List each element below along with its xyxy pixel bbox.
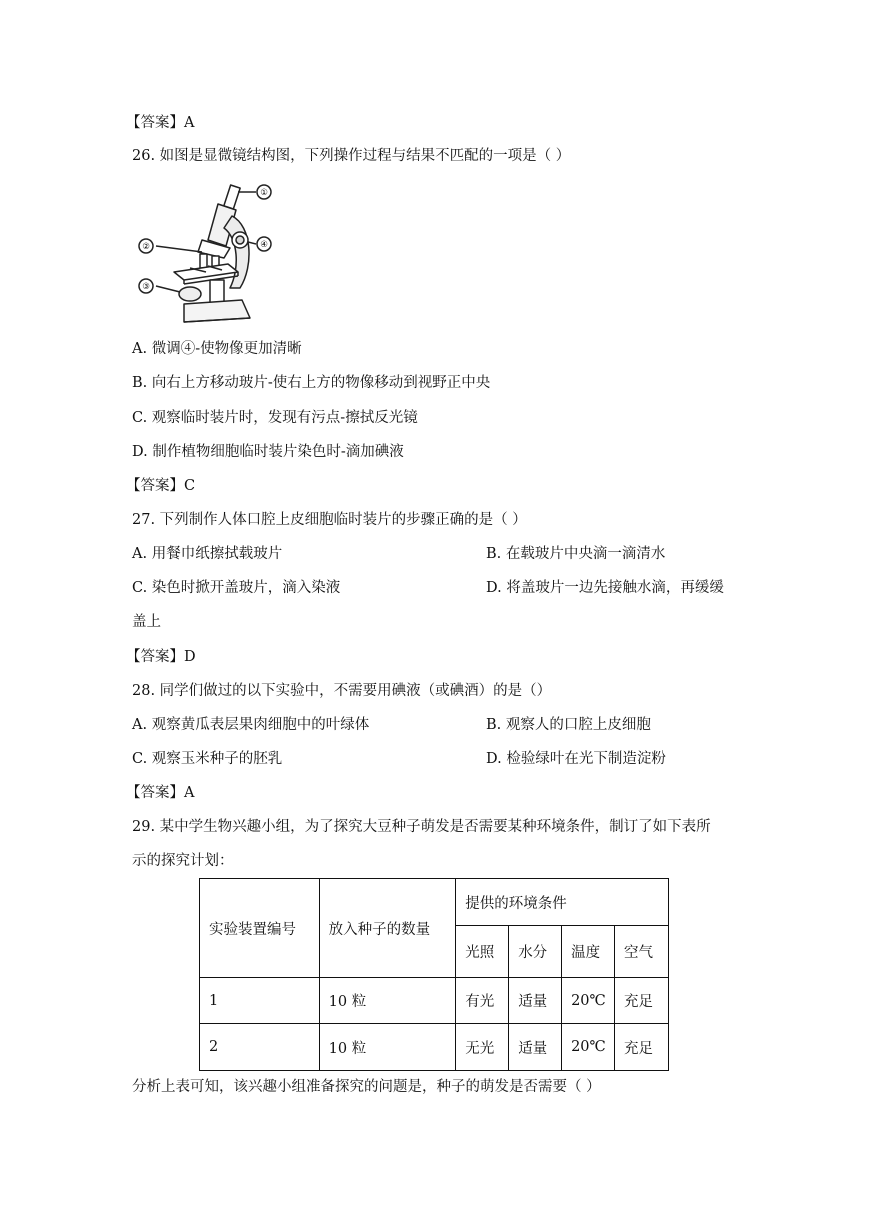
header-water: 水分 <box>509 926 562 978</box>
q26-option-c: C. 观察临时装片时，发现有污点-擦拭反光镜 <box>132 410 418 426</box>
question-29-prompt: 分析上表可知，该兴趣小组准备探究的问题是，种子的萌发是否需要（ ） <box>132 1079 601 1095</box>
answer-28: 【答案】A <box>126 785 195 801</box>
q27-option-a: A. 用餐巾纸擦拭载玻片 <box>132 546 283 562</box>
q26-option-a: A. 微调④-使物像更加清晰 <box>132 341 302 357</box>
table-row <box>200 978 669 1024</box>
cell: 有光 <box>456 978 509 1024</box>
q28-option-c: C. 观察玉米种子的胚乳 <box>132 751 283 767</box>
header-air: 空气 <box>615 926 669 978</box>
microscope-figure <box>132 176 292 328</box>
header-seed-count: 放入种子的数量 <box>319 879 456 978</box>
cell: 2 <box>200 1024 320 1071</box>
question-29-stem: 29. 某中学生物兴趣小组，为了探究大豆种子萌发是否需要某种环境条件，制订了如下表所 <box>132 819 711 835</box>
header-temperature: 温度 <box>562 926 615 978</box>
question-28-stem: 28. 同学们做过的以下实验中，不需要用碘液（或碘酒）的是（） <box>132 683 552 699</box>
label-4: ④ <box>260 240 268 250</box>
cell: 10 粒 <box>319 1024 456 1071</box>
q27-option-b: B. 在载玻片中央滴一滴清水 <box>486 546 666 562</box>
question-29-stem-cont: 示的探究计划： <box>132 853 234 869</box>
experiment-table <box>199 878 669 1071</box>
cell: 充足 <box>615 978 669 1024</box>
q28-option-b: B. 观察人的口腔上皮细胞 <box>486 717 651 733</box>
answer-26: 【答案】C <box>126 478 196 494</box>
q26-option-d: D. 制作植物细胞临时装片染色时-滴加碘液 <box>132 444 404 460</box>
cell: 20℃ <box>562 1024 615 1071</box>
header-device-id: 实验装置编号 <box>200 879 320 978</box>
table-row <box>200 1024 669 1071</box>
answer-27: 【答案】D <box>126 649 196 665</box>
q27-option-d: D. 将盖玻片一边先接触水滴，再缓缓 <box>486 580 724 596</box>
cell: 10 粒 <box>319 978 456 1024</box>
q28-option-d: D. 检验绿叶在光下制造淀粉 <box>486 751 666 767</box>
header-light: 光照 <box>456 926 509 978</box>
cell: 适量 <box>509 978 562 1024</box>
question-27-stem: 27. 下列制作人体口腔上皮细胞临时装片的步骤正确的是（ ） <box>132 512 527 528</box>
header-env-conditions: 提供的环境条件 <box>456 879 669 926</box>
cell: 充足 <box>615 1024 669 1071</box>
cell: 1 <box>200 978 320 1024</box>
q26-option-b: B. 向右上方移动玻片-使右上方的物像移动到视野正中央 <box>132 375 491 391</box>
q27-option-c: C. 染色时掀开盖玻片，滴入染液 <box>132 580 341 596</box>
cell: 20℃ <box>562 978 615 1024</box>
cell: 无光 <box>456 1024 509 1071</box>
question-26-stem: 26. 如图是显微镜结构图，下列操作过程与结果不匹配的一项是（ ） <box>132 148 571 164</box>
q28-option-a: A. 观察黄瓜表层果肉细胞中的叶绿体 <box>132 717 370 733</box>
label-3: ③ <box>142 282 150 292</box>
label-1: ① <box>260 188 268 198</box>
answer-25: 【答案】A <box>126 115 195 131</box>
q27-option-d-continued: 盖上 <box>132 614 161 630</box>
label-2: ② <box>142 242 150 252</box>
cell: 适量 <box>509 1024 562 1071</box>
